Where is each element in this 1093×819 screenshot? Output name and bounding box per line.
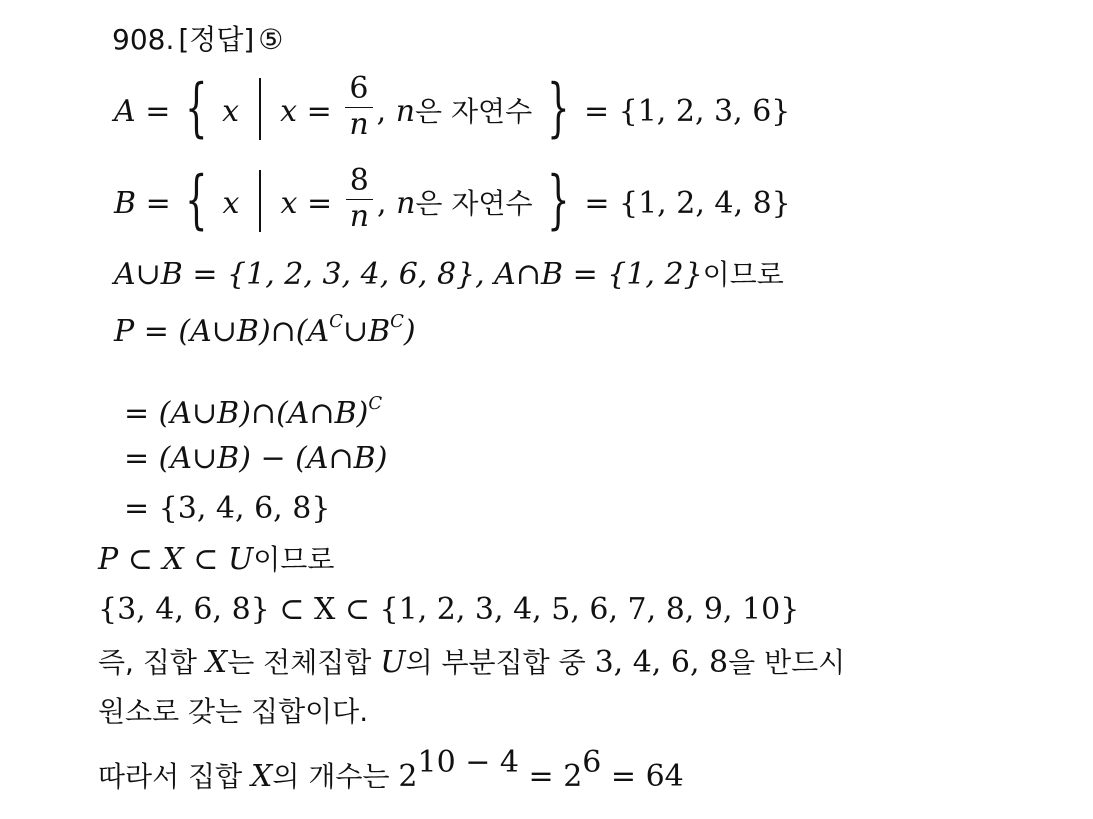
explain-1-d: 을 반드시: [728, 646, 846, 679]
derivation-step-2: [124, 441, 388, 476]
final-exponent-1: 10 − 4: [417, 745, 519, 780]
final-count-line: [98, 745, 684, 794]
final-base: 2: [398, 759, 418, 794]
set-a-definition: A = { x x = $\frac{6}{n}$ , n은 자연수 } = {1, 2, 3, 6}: [114, 71, 791, 145]
union-intersection-math: A∪B = {1, 2, 3, 4, 6, 8}, A∩B = {1, 2}: [114, 257, 703, 292]
explanation-line-1: [98, 645, 846, 680]
final-b: 의 개수는: [272, 760, 399, 793]
p-def-mid: ∪B: [342, 314, 391, 349]
explain-1-c: 의 부분집합 중: [405, 646, 595, 679]
answer-label: [정답]: [178, 23, 255, 56]
union-intersection-line: [114, 257, 784, 292]
fraction-denominator: n: [349, 106, 369, 142]
answer-value: ⑤: [258, 23, 284, 56]
complement-sup: C: [329, 311, 343, 332]
explanation-line-2: [98, 695, 369, 728]
explain-1-nums: 3, 4, 6, 8: [594, 645, 729, 680]
step-1-main: = (A∪B)∩(A∩B): [124, 396, 369, 431]
complement-sup: C: [368, 393, 383, 414]
fraction-numerator: 6: [345, 72, 372, 108]
left-brace-icon: {: [185, 71, 208, 145]
derivation-step-3: [124, 491, 331, 526]
right-brace-icon: }: [546, 71, 570, 145]
set-a-result: = {1, 2, 3, 6}: [583, 94, 791, 129]
set-b-result: = {1, 2, 4, 8}: [584, 186, 791, 221]
set-a-var: x: [222, 94, 240, 129]
set-b-definition: B = { x x = $\frac{8}{n}$ , n은 자연수 } = {1, 2, 4, 8}: [114, 163, 791, 237]
final-eq: = 2: [518, 759, 583, 794]
explain-1-a: 즉, 집합: [98, 646, 206, 679]
complement-sup: C: [390, 311, 404, 332]
left-brace-icon: {: [185, 163, 208, 237]
set-b-condition: 은 자연수: [415, 187, 533, 220]
derivation-step-1: [124, 395, 382, 429]
step-3: = {3, 4, 6, 8}: [124, 491, 331, 526]
subset-relation: [98, 542, 335, 577]
chain-text: {3, 4, 6, 8} ⊂ X ⊂ {1, 2, 3, 4, 5, 6, 7, 8, 9, 10}: [98, 592, 800, 627]
step-2: = (A∪B) − (A∩B): [124, 441, 388, 476]
set-b-name: B: [114, 186, 137, 221]
p-def-end: ): [403, 314, 416, 349]
fraction-numerator: 8: [346, 164, 373, 200]
problem-header: [112, 23, 284, 56]
set-a-condition: 은 자연수: [415, 95, 533, 128]
final-exponent-2: 6: [582, 745, 602, 780]
set-b-var: x: [222, 186, 240, 221]
set-a-name: A: [114, 94, 136, 129]
right-brace-icon: }: [547, 163, 570, 237]
p-def-lhs: P = (A∪B)∩(A: [114, 314, 330, 349]
union-intersection-suffix: 이므로: [702, 258, 784, 291]
final-x: X: [251, 759, 273, 794]
fraction-8-n: [346, 164, 373, 234]
subset-chain: [98, 592, 800, 627]
subset-suffix: 이므로: [253, 543, 335, 576]
problem-number: 908.: [112, 23, 175, 56]
divider-bar-icon: [259, 170, 261, 232]
divider-bar-icon: [259, 78, 261, 140]
explain-1-x: X: [205, 645, 228, 680]
final-a: 따라서 집합: [98, 760, 252, 793]
p-definition: [114, 313, 416, 347]
fraction-6-n: [345, 72, 372, 142]
fraction-denominator: n: [349, 198, 370, 234]
explain-2: 원소로 갖는 집합이다.: [98, 695, 369, 728]
subset-math: P ⊂ X ⊂ U: [98, 542, 254, 577]
explain-1-b: 는 전체집합: [227, 646, 381, 679]
explain-1-u: U: [380, 645, 406, 680]
final-result: = 64: [601, 759, 684, 794]
